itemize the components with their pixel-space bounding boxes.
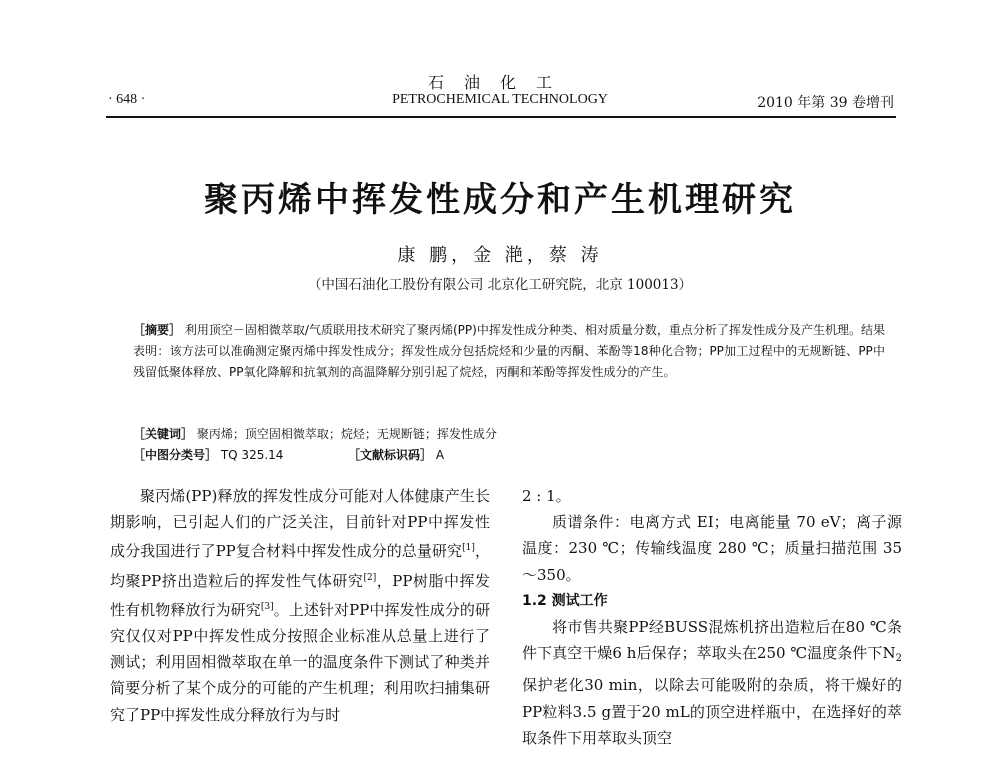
journal-title-cn: 石油化工 [427,73,572,92]
keywords-label: ［关键词］ [133,427,194,441]
abstract-text: 利用顶空－固相微萃取/气质联用技术研究了聚丙烯(PP)中挥发性成分种类、相对质量分数，重点分析了挥发性成分及产生机理。结果表明：该方法可以准确测定聚丙烯中挥发性成分；挥发性成分包括烷烃和少量的丙酮、苯酚等18种化合物；PP加工过程中的无规断链、PP中残留低聚体释放、PP氧化降解和抗氧剂的高温降解分别引起了烷烃，丙酮和苯酚等挥发性成分的产生。 [133,323,885,379]
classification-value: TQ 325.14 [220,448,284,462]
ms-conditions-paragraph: 质谱条件：电离方式 EI；电离能量 70 eV；离子源温度：230 ℃；传输线温度 280 ℃；质量扫描范围 35～350。 [522,513,902,584]
classification-number [133,446,283,463]
intro-paragraph [110,483,490,728]
intro-text-part4: 。上述针对PP中挥发性成分的研究仅仅对PP中挥发性成分按照企业标准从总量上进行了测试；利用固相微萃取在单一的温度条件下测试了种类并简要分析了某个成分的可能的产生机理；利用吹扫捕集研究了PP中挥发性成分释放行为与时 [110,600,490,724]
intro-text-part1: 聚丙烯(PP)释放的挥发性成分可能对人体健康产生长期影响，已引起人们的广泛关注，目前针对PP中挥发性成分我国进行了PP复合材料中挥发性成分的总量研究 [110,487,490,561]
issue-info: 2010 年第 39 卷增刊 [757,95,894,111]
document-code-label: ［文献标识码］ [348,448,433,462]
test-text-part2: 保护老化30 min，以除去可能吸附的杂质，将干燥好的PP粒料3.5 g置于20 mL的顶空进样瓶中，在选择好的萃取条件下用萃取头顶空 [522,676,902,747]
keywords-text: 聚丙烯；顶空固相微萃取；烷烃；无规断链；挥发性成分 [196,427,497,441]
test-procedure-paragraph [522,614,902,751]
header-rule [106,116,896,118]
abstract-label: ［摘要］ [133,323,182,337]
body-column-right [522,483,902,751]
journal-title-en: PETROCHEMICAL TECHNOLOGY [392,92,608,107]
body-column-left [110,483,490,728]
citation-ref3[interactable]: [3] [260,601,274,612]
intro-text-part3: ，PP树脂中挥发性有机物释放行为研究 [110,571,491,619]
abstract [133,320,885,383]
paper-title: 聚丙烯中挥发性成分和产生机理研究 [204,180,796,220]
page-number: · 648 · [108,92,146,107]
author-affiliation: （中国石油化工股份有限公司 北京化工研究院，北京 100013） [307,277,693,293]
n2-subscript: 2 [895,653,902,665]
keywords [133,425,885,442]
author-list: 康 鹏，金 滟，蔡 涛 [397,245,603,266]
intro-text-part2: ，均聚PP挤出造粒后的挥发性气体研究 [110,542,490,590]
test-text-part1: 将市售共聚PP经BUSS混炼机挤出造粒后在80 ℃条件下真空干燥6 h后保存；萃取头在250 ℃温度条件下N [522,618,902,663]
citation-ref2[interactable]: [2] [363,572,377,583]
citation-ref1[interactable]: [1] [462,543,475,554]
section-heading-1-2: 1.2 测试工作 [522,592,608,609]
document-code-value: A [435,448,445,462]
ratio-line: 2 : 1。 [522,487,571,505]
document-code [348,446,444,463]
classification-label: ［中图分类号］ [133,448,218,462]
